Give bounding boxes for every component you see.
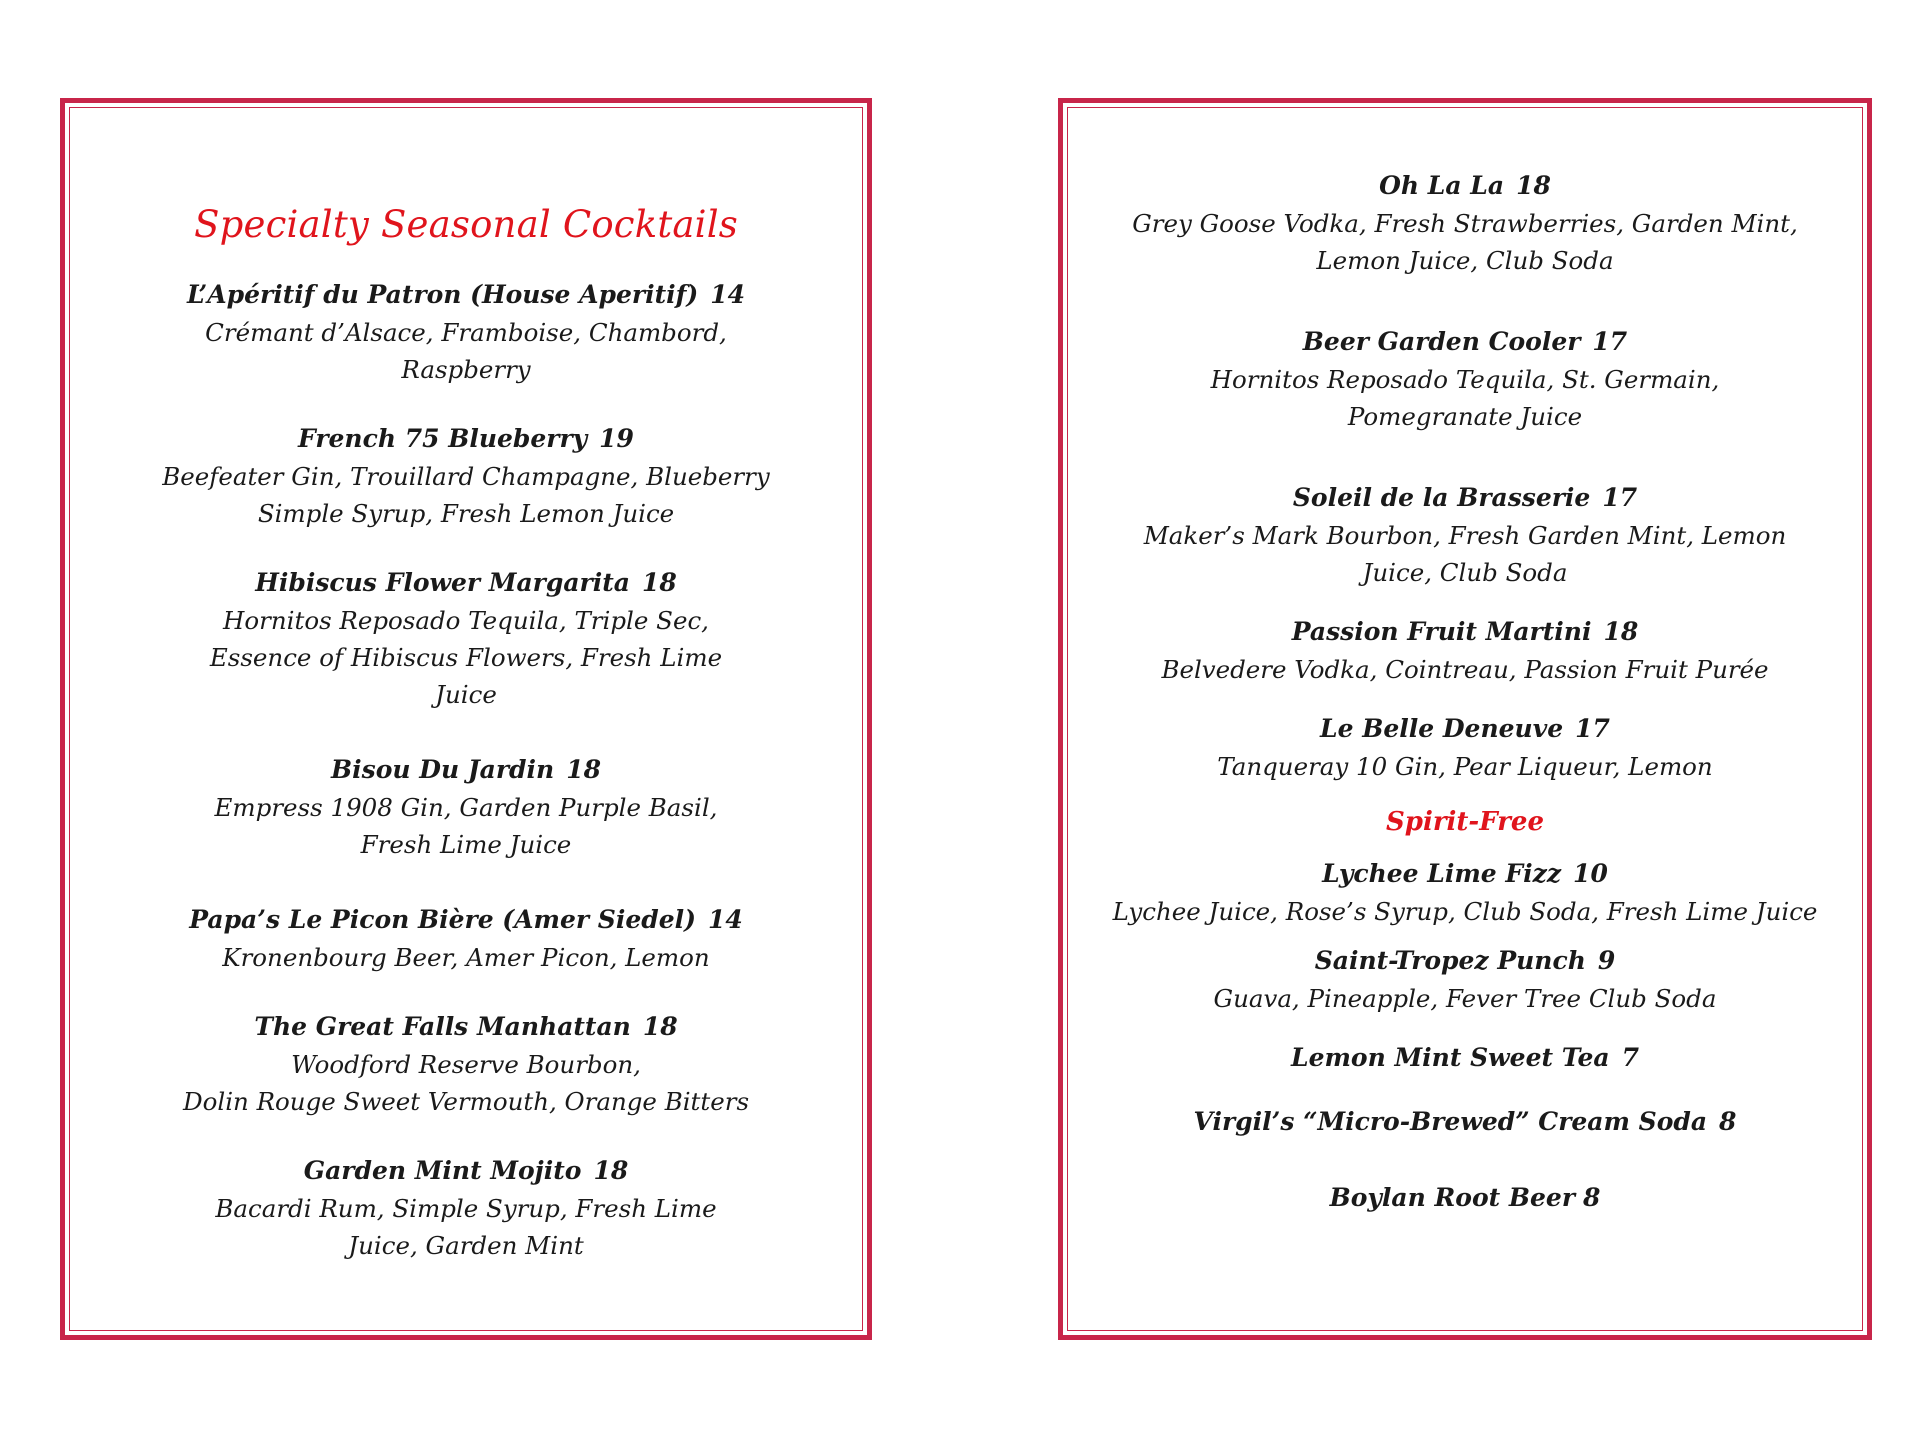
menu-item-title xyxy=(1105,855,1825,893)
menu-item-name: Boylan Root Beer xyxy=(1329,1183,1575,1212)
menu-item-price: 17 xyxy=(1602,483,1638,512)
menu-item-description-line: Juice xyxy=(435,680,497,709)
menu-item-title xyxy=(1105,942,1825,980)
menu-item-price: 17 xyxy=(1575,714,1610,743)
menu-item xyxy=(146,1008,786,1120)
menu-item-description-line: Lemon Juice, Club Soda xyxy=(1316,246,1614,275)
menu-item-price: 9 xyxy=(1597,946,1616,975)
menu-item-name: Soleil de la Brasserie xyxy=(1292,483,1591,512)
menu-item-name: Passion Fruit Martini xyxy=(1291,617,1592,646)
menu-item xyxy=(1105,1039,1825,1077)
menu-item-description-line: Bacardi Rum, Simple Syrup, Fresh Lime xyxy=(215,1194,717,1223)
menu-item-title xyxy=(1105,1039,1825,1077)
menu-item-name: Bisou Du Jardin xyxy=(331,755,555,784)
menu-item-description xyxy=(146,939,786,976)
menu-item-description-line: Beefeater Gin, Trouillard Champagne, Blueberry xyxy=(162,462,770,491)
menu-item-description xyxy=(1105,893,1825,930)
menu-item-price: 7 xyxy=(1621,1043,1639,1072)
menu-item-name: The Great Falls Manhattan xyxy=(254,1012,631,1041)
menu-item-description xyxy=(146,602,786,713)
menu-item-description xyxy=(146,1046,786,1120)
menu-item-title xyxy=(1105,167,1825,205)
menu-item-description-line: Tanqueray 10 Gin, Pear Liqueur, Lemon xyxy=(1217,752,1713,781)
menu-item-title xyxy=(1105,1103,1825,1141)
menu-item xyxy=(1105,167,1825,279)
menu-item xyxy=(146,420,786,532)
right-panel-content xyxy=(1063,103,1867,1217)
menu-item-price: 17 xyxy=(1592,327,1628,356)
menu-item-description-line: Guava, Pineapple, Fever Tree Club Soda xyxy=(1213,984,1717,1013)
menu-item xyxy=(1105,613,1825,688)
menu-item xyxy=(146,564,786,713)
menu-item-description-line: Hornitos Reposado Tequila, Triple Sec, xyxy=(223,606,709,635)
menu-item-description xyxy=(146,789,786,863)
menu-item-description-line: Pomegranate Juice xyxy=(1347,402,1583,431)
menu-item xyxy=(146,901,786,976)
menu-item-price: 14 xyxy=(707,905,743,934)
menu-item-title xyxy=(146,901,786,939)
menu-item-price: 8 xyxy=(1719,1107,1737,1136)
menu-item-description-line: Belvedere Vodka, Cointreau, Passion Fruit Purée xyxy=(1161,655,1769,684)
spirit-free-heading: Spirit-Free xyxy=(1386,807,1544,837)
menu-item-description-line: Juice, Club Soda xyxy=(1362,558,1568,587)
menu-item-name: Saint-Tropez Punch xyxy=(1314,946,1586,975)
menu-item-title xyxy=(1105,323,1825,361)
menu-item-title xyxy=(146,276,786,314)
menu-item xyxy=(1105,479,1825,591)
menu-item-description-line: Dolin Rouge Sweet Vermouth, Orange Bitters xyxy=(182,1087,750,1116)
menu-item-description xyxy=(146,1190,786,1264)
menu-item xyxy=(1105,1179,1825,1217)
menu-item-price: 18 xyxy=(642,1012,678,1041)
menu-item-title xyxy=(146,564,786,602)
menu-item-price: 18 xyxy=(593,1156,629,1185)
menu-item-price: 18 xyxy=(641,568,677,597)
menu-item-title xyxy=(146,420,786,458)
menu-item-name: Virgil’s “Micro-Brewed” Cream Soda xyxy=(1193,1107,1708,1136)
menu-item-description-line: Simple Syrup, Fresh Lemon Juice xyxy=(257,499,675,528)
menu-item-price: 18 xyxy=(566,755,601,784)
menu-panel-left xyxy=(60,98,872,1340)
menu-item-description-line: Hornitos Reposado Tequila, St. Germain, xyxy=(1210,365,1720,394)
menu-item xyxy=(146,1152,786,1264)
menu-item-price: 8 xyxy=(1583,1183,1601,1212)
menu-item-price: 18 xyxy=(1516,171,1551,200)
menu-item xyxy=(1105,855,1825,930)
menu-item xyxy=(146,276,786,388)
menu-item-description-line: Essence of Hibiscus Flowers, Fresh Lime xyxy=(209,643,723,672)
menu-item-description-line: Juice, Garden Mint xyxy=(348,1231,584,1260)
menu-item-description xyxy=(146,458,786,532)
menu-item-title xyxy=(146,751,786,789)
menu-item-description xyxy=(1105,748,1825,785)
menu-item-description xyxy=(1105,980,1825,1017)
menu-item-description-line: Lychee Juice, Rose’s Syrup, Club Soda, Fresh Lime Juice xyxy=(1112,897,1818,926)
menu-item-name: Beer Garden Cooler xyxy=(1302,327,1581,356)
menu-item-description xyxy=(146,314,786,388)
menu-item xyxy=(1105,1103,1825,1141)
menu-item-name: Papa’s Le Picon Bière (Amer Siedel) xyxy=(189,905,696,934)
menu-item-description xyxy=(1105,361,1825,435)
menu-item-title xyxy=(146,1152,786,1190)
menu-item xyxy=(1105,323,1825,435)
menu-title: Specialty Seasonal Cocktails xyxy=(194,203,738,246)
menu-item-title xyxy=(1105,613,1825,651)
menu-item-description-line: Crémant d’Alsace, Framboise, Chambord, Raspberry xyxy=(205,318,727,384)
menu-item xyxy=(146,751,786,863)
menu-item-price: 14 xyxy=(710,280,746,309)
left-panel-content xyxy=(65,103,867,1296)
menu-item-title xyxy=(1105,479,1825,517)
menu-item-price: 18 xyxy=(1603,617,1639,646)
menu-item xyxy=(1105,942,1825,1017)
menu-item-description-line: Maker’s Mark Bourbon, Fresh Garden Mint, Lemon xyxy=(1143,521,1787,550)
menu-item-price: 19 xyxy=(599,424,634,453)
menu-item-title xyxy=(146,1008,786,1046)
menu-item-name: Garden Mint Mojito xyxy=(303,1156,582,1185)
menu-item-description xyxy=(1105,205,1825,279)
menu-item-description-line: Grey Goose Vodka, Fresh Strawberries, Garden Mint, xyxy=(1132,209,1798,238)
menu-item-description-line: Woodford Reserve Bourbon, xyxy=(291,1050,641,1079)
menu-item-name: Oh La La xyxy=(1379,171,1505,200)
menu-item-description xyxy=(1105,517,1825,591)
menu-item-name: Hibiscus Flower Margarita xyxy=(255,568,630,597)
menu-item-name: Le Belle Deneuve xyxy=(1320,714,1564,743)
menu-item-price: 10 xyxy=(1573,859,1608,888)
menu-item-title xyxy=(1105,1179,1825,1217)
menu-item-description-line: Kronenbourg Beer, Amer Picon, Lemon xyxy=(222,943,710,972)
menu-item-description xyxy=(1105,651,1825,688)
menu-panel-right xyxy=(1058,98,1872,1340)
menu-item xyxy=(1105,710,1825,785)
menu-item-name: L’Apéritif du Patron (House Aperitif) xyxy=(186,280,699,309)
menu-item-title xyxy=(1105,710,1825,748)
menu-item-description-line: Empress 1908 Gin, Garden Purple Basil, xyxy=(214,793,718,822)
menu-item-description-line: Fresh Lime Juice xyxy=(360,830,572,859)
menu-item-name: Lychee Lime Fizz xyxy=(1322,859,1562,888)
menu-item-name: Lemon Mint Sweet Tea xyxy=(1291,1043,1610,1072)
menu-item-name: French 75 Blueberry xyxy=(298,424,588,453)
